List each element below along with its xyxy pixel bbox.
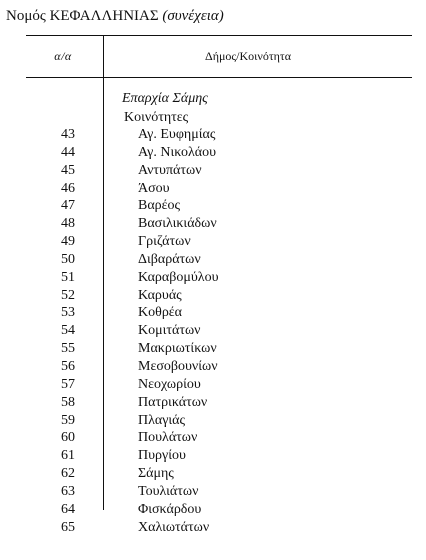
table-row [0, 340, 426, 358]
table-body [0, 126, 426, 536]
community-name: Καρυάς [138, 287, 182, 303]
community-name: Χαλιωτάτων [138, 519, 210, 535]
table-row [0, 162, 426, 180]
table-row [0, 447, 426, 465]
table-row [0, 519, 426, 537]
community-name: Πουλάτων [138, 430, 198, 446]
row-number: 59 [61, 412, 75, 428]
row-number: 45 [61, 162, 75, 178]
community-name: Κοθρέα [138, 305, 183, 321]
page-title [6, 8, 224, 25]
community-name: Διβαράτων [138, 251, 201, 267]
community-name: Πυργίου [138, 448, 186, 464]
table-row [0, 197, 426, 215]
table-row [0, 287, 426, 305]
row-number: 44 [61, 144, 75, 160]
table-row [0, 429, 426, 447]
table-row [0, 126, 426, 144]
community-name: Καραβομύλου [138, 269, 219, 285]
community-name: Σάμης [138, 466, 174, 482]
row-number: 64 [61, 501, 75, 517]
column-header-aa: α/α [54, 49, 72, 63]
table-row [0, 233, 426, 251]
row-number: 57 [61, 376, 75, 392]
row-number: 48 [61, 216, 75, 232]
community-name: Αγ. Νικολάου [138, 144, 217, 160]
community-name: Βασιλικιάδων [138, 216, 217, 232]
subsection-title: Κοινότητες [124, 110, 189, 125]
row-number: 43 [61, 127, 75, 142]
community-name: Αγ. Ευφημίας [138, 127, 216, 142]
row-number: 53 [61, 305, 75, 321]
prefecture-title: Νομός ΚΕΦΑΛΛΗΝΙΑΣ [6, 8, 159, 24]
row-number: 56 [61, 358, 75, 374]
community-name: Μακριωτίκων [138, 341, 217, 357]
table-row [0, 376, 426, 394]
community-name: Φισκάρδου [138, 501, 202, 517]
row-number: 55 [61, 341, 75, 357]
table-row [0, 358, 426, 376]
community-name: Γριζάτων [138, 234, 191, 250]
row-number: 46 [61, 180, 75, 196]
row-number: 62 [61, 466, 75, 482]
community-name: Βαρέος [138, 198, 181, 214]
table-header-rule [26, 77, 412, 78]
community-name: Νεοχωρίου [138, 376, 201, 392]
table-row [0, 144, 426, 162]
row-number: 61 [61, 448, 75, 464]
row-number: 47 [61, 198, 75, 214]
continued-label: (συνέχεια) [162, 8, 224, 24]
table-top-rule [26, 35, 412, 36]
row-number: 65 [61, 519, 75, 535]
table-row [0, 394, 426, 412]
table-row [0, 251, 426, 269]
row-number: 58 [61, 394, 75, 410]
row-number: 63 [61, 483, 75, 499]
community-name: Αντυπάτων [138, 162, 202, 178]
table-row [0, 269, 426, 287]
row-number: 54 [61, 323, 75, 339]
table-row [0, 322, 426, 340]
table-row [0, 215, 426, 233]
community-name: Άσου [138, 180, 170, 196]
table-row [0, 304, 426, 322]
community-name: Πλαγιάς [138, 412, 186, 428]
section-title: Επαρχία Σάμης [122, 91, 208, 106]
table-row [0, 412, 426, 430]
table-row [0, 180, 426, 198]
community-name: Πατρικάτων [138, 394, 208, 410]
community-name: Τουλιάτων [138, 483, 199, 499]
column-header-municipality: Δήμος/Κοινότητα [205, 49, 292, 63]
row-number: 50 [61, 251, 75, 267]
table-row [0, 483, 426, 501]
row-number: 60 [61, 430, 75, 446]
table-row [0, 465, 426, 483]
community-name: Μεσοβουνίων [138, 358, 218, 374]
row-number: 51 [61, 269, 75, 285]
row-number: 52 [61, 287, 75, 303]
row-number: 49 [61, 234, 75, 250]
community-name: Κομιτάτων [138, 323, 201, 339]
table-row [0, 501, 426, 519]
